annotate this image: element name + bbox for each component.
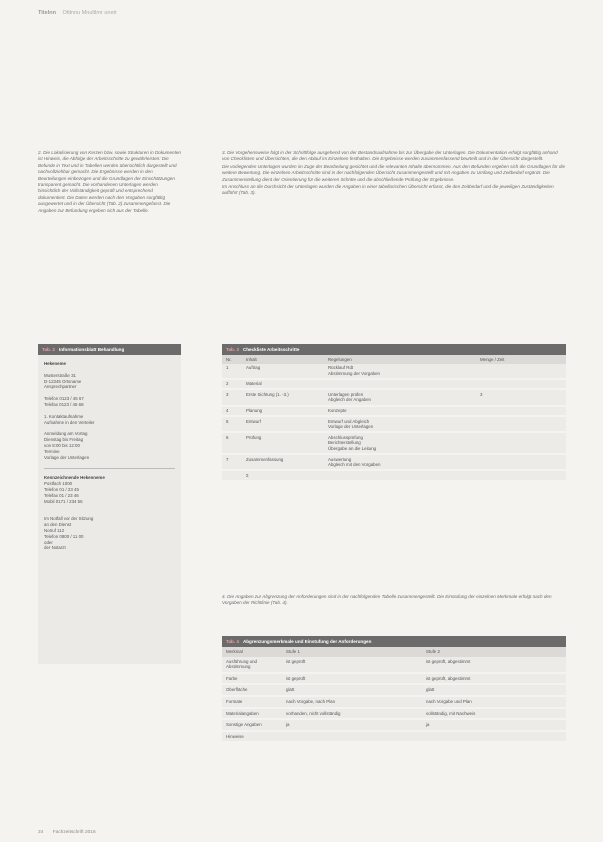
table-row bbox=[222, 696, 566, 708]
table-cell: Rücklauf Rdt Abstimmung der Vorgaben bbox=[328, 365, 380, 376]
table-cell: 6 bbox=[226, 434, 229, 440]
info-box-line: Notruf 112 bbox=[44, 527, 65, 533]
table-row bbox=[222, 364, 566, 379]
table-cell: glatt bbox=[426, 687, 435, 693]
table-cell: 3 bbox=[480, 391, 483, 397]
criteria-table-box bbox=[222, 636, 566, 743]
table-row bbox=[222, 684, 566, 696]
info-box-line: Telefon 0123 / 45 67 bbox=[44, 396, 84, 402]
info-box-line: an den Dienst bbox=[44, 522, 72, 528]
column-header: Nr. bbox=[226, 356, 232, 362]
table-cell bbox=[422, 731, 566, 743]
table-cell: Entwurf und Abgleich Vorlage der Unterlagen bbox=[328, 418, 374, 430]
criteria-table-number: Tab. 4 bbox=[226, 639, 239, 644]
page-footer bbox=[38, 830, 96, 835]
table-cell: ist geprüft, abgestimmt bbox=[426, 658, 471, 664]
table-cell: Materialangaben bbox=[226, 710, 259, 716]
table-cell bbox=[222, 470, 242, 481]
info-box-line: Musterstraße 31 bbox=[44, 372, 76, 378]
table-cell: Erste Sichtung (1. -3.) bbox=[246, 391, 289, 397]
table-row bbox=[222, 389, 566, 405]
info-box-line: D-12345 Ortsname bbox=[44, 378, 82, 384]
column-header: Stufe 1 bbox=[286, 649, 300, 654]
table-cell: nach Vorgabe und Plan bbox=[426, 698, 472, 704]
table-cell: 3 bbox=[226, 391, 229, 397]
info-box-heading: Informationsblatt Behandlung bbox=[58, 347, 125, 352]
info-box-line: Mobil 0171 / 234 56 bbox=[44, 498, 83, 504]
running-header bbox=[38, 10, 117, 16]
table-cell: Ausführung und Abstimmung bbox=[226, 658, 258, 670]
table-cell bbox=[324, 379, 476, 390]
table-header-row bbox=[222, 647, 566, 657]
table-cell: Zusammenfassung bbox=[246, 456, 284, 462]
info-box-number: Tab. 2 bbox=[42, 347, 55, 352]
page-number: 24 bbox=[38, 830, 44, 835]
table-cell bbox=[476, 470, 566, 481]
table-row bbox=[222, 470, 566, 481]
table-cell: Oberfläche bbox=[226, 687, 248, 693]
info-box bbox=[38, 344, 181, 664]
info-box-line: der Notarzt bbox=[44, 545, 66, 551]
table-cell: Planung bbox=[246, 408, 263, 414]
info-box-divider bbox=[44, 468, 175, 469]
paragraph-right-2: Die vorliegenden Unterlagen wurden im Zuge der Bearbeitung gesichtet und die relevanten Inhalte übernommen. Aus den Befunden ergeben sich die Grundlagen für die weitere Bewertung. Die einzelnen Arbeitsschritte sind in der nachfolgenden Übersicht zusammengestellt und mit Angaben zu Umfang und Zeitbedarf ergänzt. Die Zusammenstellung dient der Orientierung für die weiteren Schritte und die abschließende Prüfung der Ergebnisse. bbox=[222, 163, 566, 182]
checklist-table-box bbox=[222, 344, 566, 482]
criteria-table-title bbox=[222, 636, 566, 647]
table-cell: 5 bbox=[226, 418, 229, 424]
table-header-row bbox=[222, 355, 566, 364]
header-subtitle: Ottlnnu Mnultlmr unetr bbox=[62, 10, 117, 16]
column-header: Inhalt bbox=[246, 356, 257, 362]
footer-text: Fachzeitschrift 2016 bbox=[52, 830, 96, 835]
column-header: Menge / Zeit bbox=[480, 356, 505, 362]
paragraph-right-1: 3. Die Vorgehensweise folgt in der Schrittfolge ausgehend von der Bestandsaufnahme bis zur Übergabe der Unterlagen. Die Dokumentation erfolgt sorgfältig anhand von Checklisten und Übersichten, die den Ablauf im Einzelnen festhalten. Die Ergebnisse werden zusammenfassend beurteilt und in der Übersicht dargestellt. bbox=[222, 150, 558, 162]
table-row bbox=[222, 731, 566, 743]
table-cell bbox=[476, 432, 566, 454]
table-cell: Formate bbox=[226, 698, 243, 704]
table-cell bbox=[476, 416, 566, 432]
table-cell: vollständig, mit Nachweis bbox=[426, 710, 476, 716]
table-cell: ist geprüft, abgestimmt bbox=[426, 675, 471, 681]
paragraph-right-3: Im Anschluss an die Durchsicht der Unterlagen wurden die Angaben in einer tabellarischen Übersicht erfasst, die den Zeitbedarf und die jeweiligen Zuständigkeiten aufführt (Tab. 3). bbox=[222, 184, 554, 196]
checklist-table-title bbox=[222, 344, 566, 355]
table-cell: 4 bbox=[226, 408, 229, 414]
info-box-line: Im Notfall vor der Sitzung bbox=[44, 516, 94, 522]
criteria-table bbox=[222, 647, 566, 743]
info-box-line: oder bbox=[44, 539, 53, 545]
table-cell bbox=[324, 470, 476, 481]
checklist-table-heading: Checkliste Arbeitsschritte bbox=[242, 347, 300, 352]
info-box-line: Postfach 1000 bbox=[44, 481, 73, 487]
table-cell: Σ bbox=[246, 472, 249, 478]
info-box-label-2: Kennzeichnende Hekenneme bbox=[44, 475, 105, 481]
table-cell: Unterlagen prüfen Abgleich der Angaben bbox=[328, 391, 371, 403]
table-cell: ist geprüft bbox=[286, 675, 306, 681]
table-row bbox=[222, 657, 566, 673]
table-row bbox=[222, 454, 566, 470]
table-cell: Auswertung Abgleich mit den Vorgaben bbox=[328, 456, 381, 468]
info-box-line: Termine bbox=[44, 448, 60, 454]
table-cell bbox=[476, 406, 566, 417]
table-cell: Farbe bbox=[226, 675, 238, 681]
table-cell: 2 bbox=[226, 381, 229, 387]
paragraph-mid: 4. Die Angaben zur Abgrenzung der Anforderungen sind in der nachfolgenden Tabelle zusammengestellt. Die Einstufung der einzelnen Merkmale erfolgt nach den Vorgaben der Richtlinie (Tab. 4). bbox=[222, 594, 552, 606]
table-row bbox=[222, 416, 566, 432]
info-box-line: Telefax 01 / 23 46 bbox=[44, 492, 79, 498]
table-cell: Entwurf bbox=[246, 418, 261, 424]
table-cell: Sonstige Angaben bbox=[226, 722, 262, 728]
table-cell bbox=[476, 364, 566, 379]
table-cell: Hinweise bbox=[226, 733, 244, 739]
table-row bbox=[222, 406, 566, 417]
table-cell: Auftrag bbox=[246, 365, 261, 371]
table-cell: ist geprüft bbox=[286, 658, 306, 664]
table-cell: ja bbox=[286, 722, 290, 728]
table-cell bbox=[282, 731, 422, 743]
column-header: Merkmal bbox=[226, 649, 243, 654]
table-row bbox=[222, 719, 566, 731]
header-section: Titelnn bbox=[38, 10, 56, 16]
column-header: Stufe 2 bbox=[426, 649, 440, 654]
info-box-line: Telefon 0800 / 11 00 bbox=[44, 533, 84, 539]
info-box-label-1: Hekeneme bbox=[44, 361, 66, 366]
checklist-table bbox=[222, 355, 566, 482]
column-header: Regelungen bbox=[328, 356, 352, 362]
info-box-line: von 8:00 bis 12:00 bbox=[44, 442, 80, 448]
table-cell bbox=[476, 454, 566, 470]
table-cell: Prüfung bbox=[246, 434, 262, 440]
table-cell: ja bbox=[426, 722, 430, 728]
table-row bbox=[222, 432, 566, 454]
table-cell: Material bbox=[246, 381, 262, 387]
table-row bbox=[222, 708, 566, 720]
table-cell: Konzepte bbox=[328, 408, 347, 414]
info-box-line: Ansprechpartner bbox=[44, 384, 77, 390]
info-box-title bbox=[38, 344, 181, 355]
info-box-line: Aufnahme in den Verteiler bbox=[44, 419, 95, 425]
table-cell: Abschlussprüfung Berichterstellung Übergabe an die Leitung bbox=[328, 434, 377, 452]
info-box-line: Anmeldung am Vortag bbox=[44, 431, 88, 437]
table-cell: 1 bbox=[226, 365, 229, 371]
info-box-line: Telefon 01 / 23 45 bbox=[44, 486, 79, 492]
info-box-line: Dienstag bis Freitag bbox=[44, 437, 84, 443]
table-cell: 7 bbox=[226, 456, 229, 462]
paragraph-left: 2. Die Lokalisierung von Kerzen bzw. sowie Strukturen in Dokumenten ist Hinweis, die Abfolge der Arbeitsschritte zu gewährleisten: Die Befunde in Text und in Tabellen werden übersichtlich dargestellt und nachvollziehbar gemacht. Die Ergebnisse werden in den Beurteilungen einbezogen und die Grundlagen der Einschätzungen transparent gemacht. Die vorhandenen Unterlagen werden hinsichtlich der Vollständigkeit geprüft und entsprechend dokumentiert. Die Daten werden nach den Vorgaben sorgfältig ausgewertet und in der Übersicht (Tab. 2) zusammengefasst. Die Angaben zur Befundung ergeben sich aus der Tabelle. bbox=[38, 150, 181, 213]
info-box-line: Vorlage der Unterlagen bbox=[44, 454, 90, 460]
criteria-table-heading: Abgrenzungsmerkmale und Einstufung der Anforderungen bbox=[242, 639, 372, 644]
table-cell: glatt bbox=[286, 687, 295, 693]
table-row bbox=[222, 379, 566, 390]
table-cell bbox=[476, 379, 566, 390]
info-box-line: Telefax 0123 / 45 68 bbox=[44, 401, 84, 407]
table-row bbox=[222, 673, 566, 685]
info-box-line: 1. Kontaktaufnahme bbox=[44, 413, 84, 419]
checklist-table-number: Tab. 3 bbox=[226, 347, 239, 352]
paragraph-right bbox=[222, 150, 566, 198]
table-cell: vorhanden, nicht vollständig bbox=[286, 710, 341, 716]
table-cell: nach Vorgabe, nach Plan bbox=[286, 698, 336, 704]
